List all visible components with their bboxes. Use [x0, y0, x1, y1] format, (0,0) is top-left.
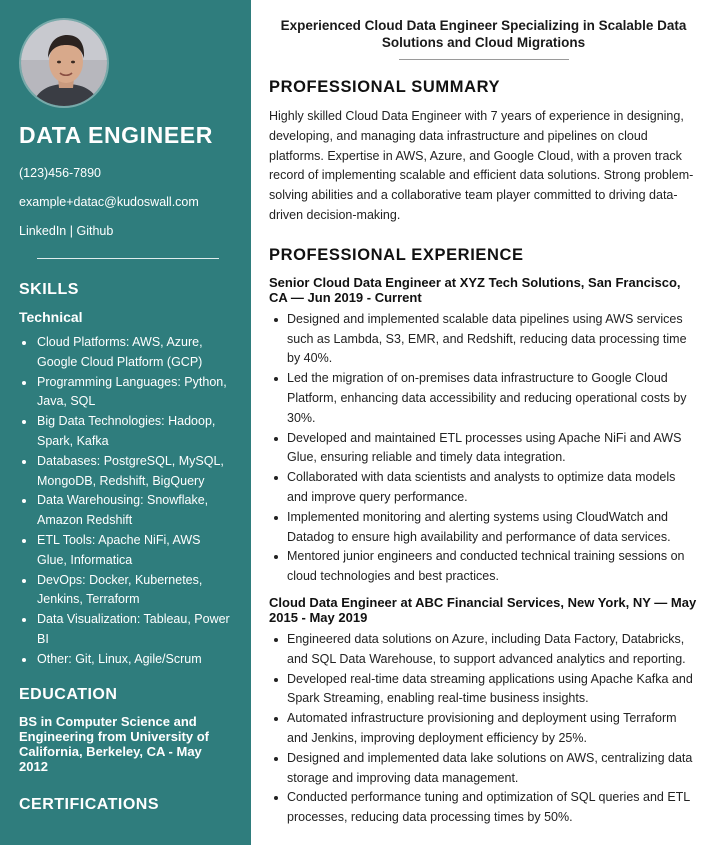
main-content [251, 0, 718, 845]
education-entry: BS in Computer Science and Engineering from University of California, Berkeley, CA - May 2012 [19, 713, 209, 774]
summary-heading: PROFESSIONAL SUMMARY [269, 78, 501, 96]
profile-links [19, 223, 233, 239]
job-bullet: Conducted performance tuning and optimization of SQL queries and ETL processes, reducing data processing times by 50%. [269, 788, 698, 828]
job-bullet: Engineered data solutions on Azure, including Data Factory, Databricks, and SQL Data Warehouse, to support advanced analytics and reporting. [269, 630, 698, 670]
github-link[interactable]: Github [76, 224, 114, 238]
sidebar-divider [37, 258, 219, 259]
job-bullet: Designed and implemented scalable data pipelines using AWS services such as Lambda, S3, EMR, and Redshift, reducing data processing time by 40%. [269, 310, 698, 369]
skill-item: Databases: PostgreSQL, MySQL, MongoDB, Redshift, BigQuery [19, 452, 233, 492]
skill-item: Data Warehousing: Snowflake, Amazon Redshift [19, 491, 233, 531]
skills-list [19, 333, 233, 670]
profile-photo [21, 20, 109, 108]
job-entry [269, 595, 698, 828]
summary-text: Highly skilled Cloud Data Engineer with 7 years of experience in designing, developing, and managing data infrastructure and pipelines on cloud platforms. Expertise in AWS, Azure, and Google Cloud, with a proven track record of implementing scalable and efficient data solutions. Strong problem-solving abilities and a collaborative team player committed to driving data-driven decision-making. [269, 109, 694, 222]
skills-heading: SKILLS [19, 281, 79, 298]
job-bullets [269, 310, 698, 587]
job-bullet: Led the migration of on-premises data infrastructure to Google Cloud Platform, enhancing data accessibility and reducing operational costs by 30%. [269, 369, 698, 428]
skills-subheading: Technical [19, 309, 83, 325]
email-address[interactable]: example+datac@kudoswall.com [19, 195, 199, 209]
job-entry [269, 275, 698, 587]
job-bullet: Developed real-time data streaming applications using Apache Kafka and Spark Streaming, enabling real-time business insights. [269, 670, 698, 710]
job-bullets [269, 630, 698, 828]
job-bullet: Automated infrastructure provisioning and deployment using Terraform and Jenkins, improving deployment efficiency by 25%. [269, 709, 698, 749]
job-bullet: Collaborated with data scientists and analysts to optimize data models and improve query performance. [269, 468, 698, 508]
skill-item: Programming Languages: Python, Java, SQL [19, 373, 233, 413]
skill-item: DevOps: Docker, Kubernetes, Jenkins, Terraform [19, 571, 233, 611]
job-bullet: Designed and implemented data lake solutions on AWS, centralizing data storage and improving data management. [269, 749, 698, 789]
skill-item: Other: Git, Linux, Agile/Scrum [19, 650, 233, 670]
headline-divider [399, 59, 569, 60]
candidate-name: DATA ENGINEER [19, 122, 213, 148]
avatar [19, 18, 109, 108]
linkedin-link[interactable]: LinkedIn [19, 224, 67, 238]
link-separator: | [69, 224, 73, 238]
skill-item: ETL Tools: Apache NiFi, AWS Glue, Informatica [19, 531, 233, 571]
skill-item: Cloud Platforms: AWS, Azure, Google Cloud Platform (GCP) [19, 333, 233, 373]
job-bullet: Developed and maintained ETL processes using Apache NiFi and AWS Glue, ensuring reliable and timely data integration. [269, 429, 698, 469]
job-bullet: Implemented monitoring and alerting systems using CloudWatch and Datadog to ensure high availability and performance of data services. [269, 508, 698, 548]
certifications-heading: CERTIFICATIONS [19, 795, 160, 813]
job-bullet: Mentored junior engineers and conducted technical training sessions on cloud technologies and best practices. [269, 547, 698, 587]
experience-heading: PROFESSIONAL EXPERIENCE [269, 245, 524, 264]
skill-item: Big Data Technologies: Hadoop, Spark, Kafka [19, 412, 233, 452]
skill-item: Data Visualization: Tableau, Power BI [19, 610, 233, 650]
job-title: Senior Cloud Data Engineer at XYZ Tech Solutions, San Francisco, CA — Jun 2019 - Current [269, 274, 681, 306]
resume-headline: Experienced Cloud Data Engineer Specializing in Scalable Data Solutions and Cloud Migrations [280, 18, 687, 50]
phone-number: (123)456-7890 [19, 166, 102, 180]
education-heading: EDUCATION [19, 685, 118, 703]
sidebar [0, 0, 251, 845]
job-title: Cloud Data Engineer at ABC Financial Services, New York, NY — May 2015 - May 2019 [269, 594, 697, 626]
